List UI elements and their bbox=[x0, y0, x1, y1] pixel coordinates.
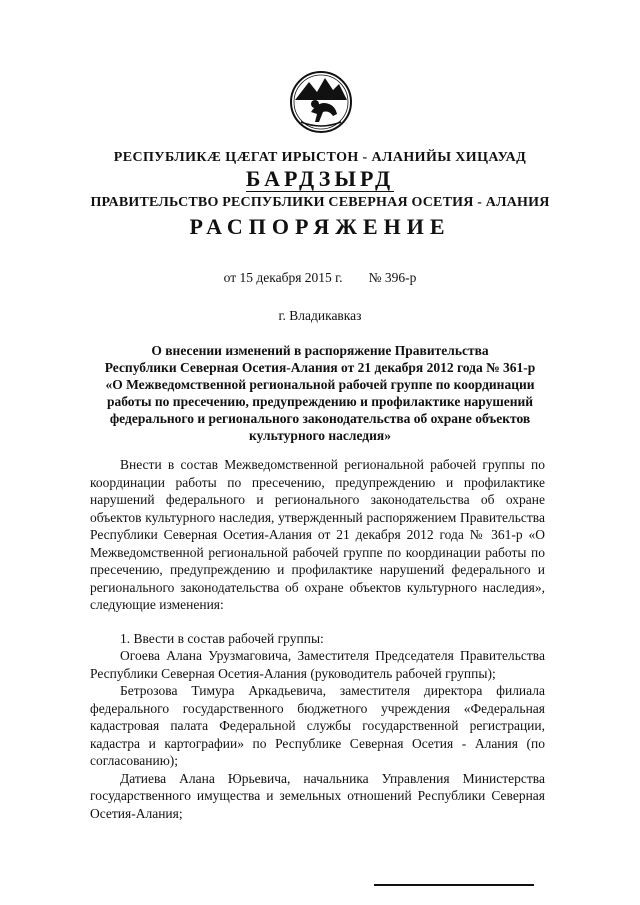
ossetian-government-name: РЕСПУБЛИКӔ ЦӔГАТ ИРЫСТОН - АЛАНИЙЫ ХИЦАУАД bbox=[113, 150, 527, 165]
title-line: «О Межведомственной региональной рабочей группе по координации bbox=[105, 377, 535, 392]
document-number: № 396-р bbox=[368, 270, 417, 285]
footer-rule bbox=[374, 884, 534, 886]
coat-of-arms-emblem bbox=[289, 70, 353, 134]
member-paragraph: Бетрозова Тимура Аркадьевича, заместителя директора филиала федерального государственного бюджетного учреждения «Федеральная кадастровая палата Федеральной службы государственной регистрации, кадастра и картографии» по Республике Северная Осетия - Алания (по согласованию); bbox=[90, 683, 545, 768]
title-line: О внесении изменений в распоряжение Правительства bbox=[151, 343, 489, 358]
ossetian-document-type bbox=[0, 166, 640, 192]
document-body bbox=[90, 456, 545, 822]
title-line: работы по пресечению, предупреждению и профилактике нарушений bbox=[106, 394, 534, 409]
date-number-line bbox=[0, 270, 640, 286]
russian-government-name: ПРАВИТЕЛЬСТВО РЕСПУБЛИКИ СЕВЕРНАЯ ОСЕТИЯ - АЛАНИЯ bbox=[90, 195, 550, 210]
member-paragraph: Огоева Алана Урузмаговича, Заместителя Председателя Правительства Республики Северная Осетия-Алания (руководитель рабочей группы); bbox=[90, 648, 545, 681]
title-line: культурного наследия» bbox=[249, 428, 391, 443]
ossetian-document-type-text: БАРДЗЫРД bbox=[245, 166, 395, 191]
russian-document-type: РАСПОРЯЖЕНИЕ bbox=[189, 214, 451, 239]
item-heading: 1. Ввести в состав рабочей группы: bbox=[120, 630, 324, 646]
document-date: от 15 декабря 2015 г. bbox=[223, 270, 343, 285]
document-title bbox=[86, 342, 554, 444]
title-line: федерального и регионального законодательства об охране объектов bbox=[109, 411, 531, 426]
intro-paragraph: Внести в состав Межведомственной региональной рабочей группы по координации работы по пресечению, предупреждению и профилактике нарушений федерального и регионального законодательства об охране объектов культурного наследия, утвержденный распоряжением Правительства Республики Северная Осетия-Алания от 21 декабря 2012 года № 361-р «О Межведомственной региональной рабочей группе по координации работы по пресечению, предупреждению и профилактике нарушений федерального и регионального законодательства об охране объектов культурного наследия», следующие изменения: bbox=[90, 457, 545, 612]
member-paragraph: Датиева Алана Юрьевича, начальника Управления Министерства государственного имущества и земельных отношений Республики Северная Осетия-Алания; bbox=[90, 770, 545, 821]
title-line: Республики Северная Осетия-Алания от 21 декабря 2012 года № 361-р bbox=[104, 360, 536, 375]
city-name: г. Владикавказ bbox=[278, 308, 362, 323]
